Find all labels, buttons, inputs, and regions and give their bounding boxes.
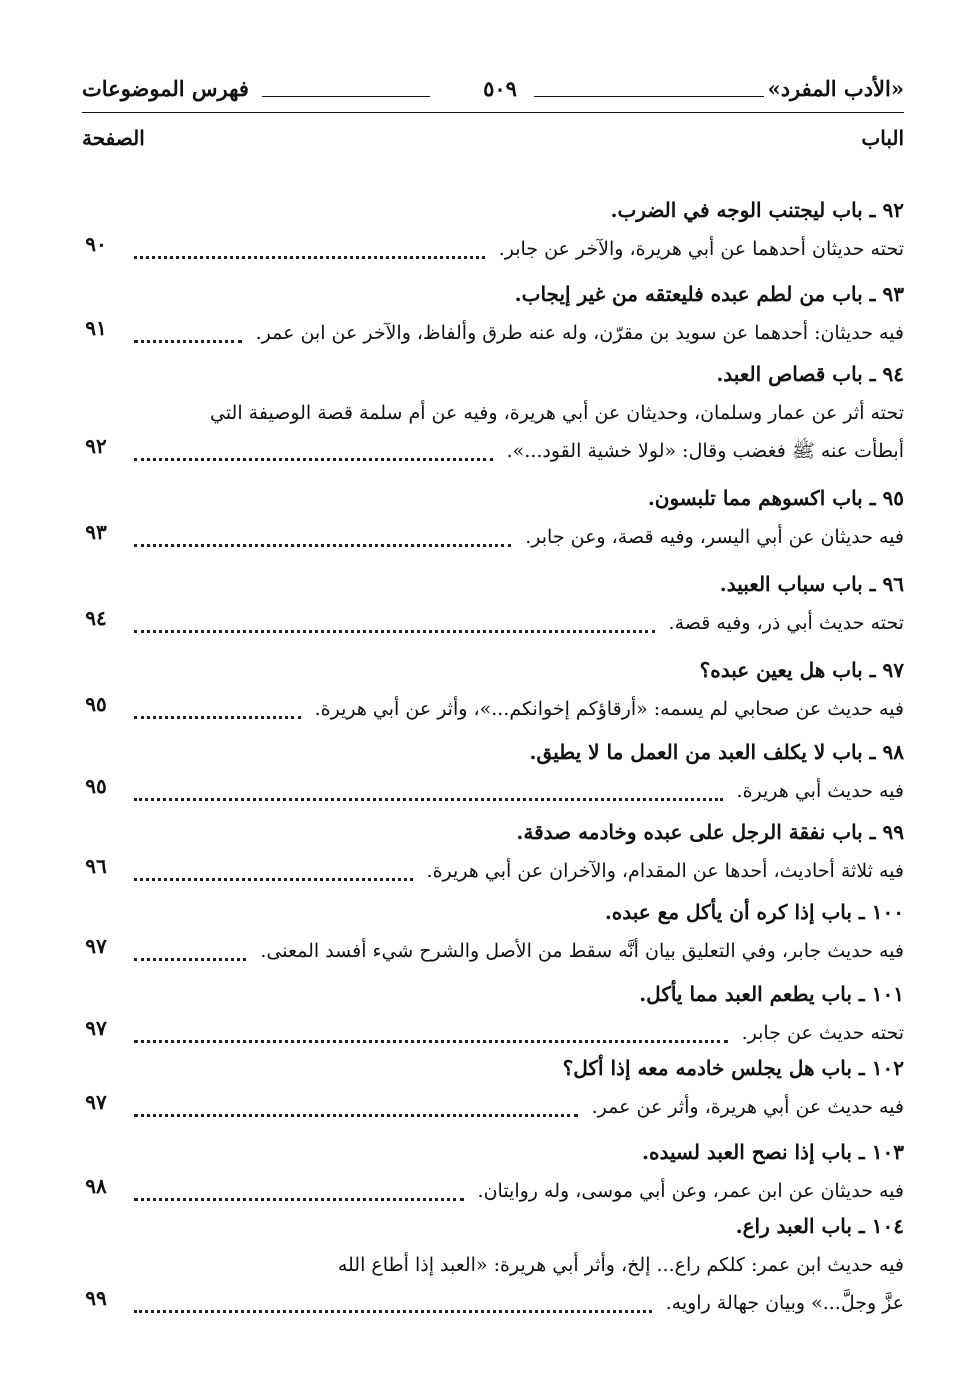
dot-leader	[134, 340, 242, 343]
header-rule	[82, 112, 904, 113]
chapter-title: ١٠٤ ـ باب العبد راع.	[735, 1214, 904, 1238]
description-line: تحته حديث أبي ذر، وفيه قصة.	[668, 612, 904, 634]
dot-leader	[134, 256, 485, 259]
chapter-description	[70, 230, 904, 268]
page-number: ٥٠٩	[483, 76, 517, 101]
description-line: تحته حديث عن جابر.	[741, 1022, 904, 1044]
chapter-title: ١٠٢ ـ باب هل يجلس خادمه معه إذا أكل؟	[562, 1056, 904, 1080]
page-column-heading: الصفحة	[82, 126, 145, 150]
chapter-column-heading: الباب	[861, 126, 904, 150]
description-line: فيه ثلاثة أحاديث، أحدها عن المقدام، والآخران عن أبي هريرة.	[426, 860, 904, 882]
description-line: فيه حديثان: أحدهما عن سويد بن مقرّن، وله عنه طرق وألفاظ، والآخر عن ابن عمر.	[255, 322, 904, 344]
chapter-title: ٩٧ ـ باب هل يعين عبده؟	[699, 658, 904, 682]
page-reference: ٩٤	[85, 606, 107, 630]
chapter-title: ١٠٣ ـ باب إذا نصح العبد لسيده.	[642, 1140, 904, 1164]
description-line: فيه حديث عن أبي هريرة، وأثر عن عمر.	[591, 1096, 904, 1118]
chapter-description	[70, 314, 904, 352]
book-title: «الأدب المفرد»	[767, 76, 904, 101]
dot-leader	[134, 458, 493, 461]
chapter-description	[70, 1014, 904, 1052]
dot-leader	[134, 958, 246, 961]
page-reference: ٩٣	[85, 520, 107, 544]
chapter-title: ٩٨ ـ باب لا يكلف العبد من العمل ما لا يطيق.	[529, 740, 904, 764]
chapter-description	[70, 604, 904, 642]
description-line: تحته حديثان أحدهما عن أبي هريرة، والآخر عن جابر.	[498, 238, 904, 260]
chapter-title: ٩٩ ـ باب نفقة الرجل على عبده وخادمه صدقة.	[516, 820, 904, 844]
description-line: فيه حديث أبي هريرة.	[736, 780, 904, 802]
page-reference: ٩٢	[85, 434, 107, 458]
page-reference: ٩٧	[85, 1016, 107, 1040]
chapter-title: ١٠١ ـ باب يطعم العبد مما يأكل.	[639, 982, 904, 1006]
description-line: فيه حديث ابن عمر: كلكم راع... إلخ، وأثر أبي هريرة: «العبد إذا أطاع الله	[337, 1254, 904, 1276]
chapter-description	[70, 852, 904, 890]
description-line: تحته أثر عن عمار وسلمان، وحديثان عن أبي هريرة، وفيه عن أم سلمة قصة الوصيفة التي	[209, 402, 904, 424]
dot-leader	[134, 1310, 652, 1313]
chapter-description	[70, 932, 904, 970]
header-divider	[534, 96, 764, 97]
description-line: عزَّ وجلَّ...» وبيان جهالة راويه.	[665, 1292, 904, 1314]
chapter-title: ٩٤ ـ باب قصاص العبد.	[716, 362, 904, 386]
header-divider	[262, 96, 430, 97]
description-line: أبطأت عنه ﷺ فغضب وقال: «لولا خشية القود...».	[506, 440, 904, 462]
description-line: فيه حديث عن صحابي لم يسمه: «أرقاؤكم إخوانكم...»، وأثر عن أبي هريرة.	[314, 698, 904, 720]
page-reference: ٩١	[85, 316, 107, 340]
chapter-title: ٩٣ ـ باب من لطم عبده فليعتقه من غير إيجاب.	[514, 282, 904, 306]
chapter-title: ١٠٠ ـ باب إذا كره أن يأكل مع عبده.	[604, 900, 904, 924]
chapter-description	[70, 1172, 904, 1210]
page-reference: ٩٠	[85, 232, 107, 256]
dot-leader	[134, 544, 511, 547]
dot-leader	[134, 630, 655, 633]
chapter-title: ٩٦ ـ باب سباب العبيد.	[719, 572, 904, 596]
dot-leader	[134, 1198, 464, 1201]
chapter-description	[70, 772, 904, 810]
dot-leader	[134, 1040, 728, 1043]
dot-leader	[134, 1114, 578, 1117]
section-title: فهرس الموضوعات	[82, 76, 249, 101]
page-reference: ٩٧	[85, 934, 107, 958]
page-reference: ٩٩	[85, 1286, 107, 1310]
chapter-description	[70, 690, 904, 728]
page-reference: ٩٨	[85, 1174, 107, 1198]
page-reference: ٩٥	[85, 692, 107, 716]
page-reference: ٩٥	[85, 774, 107, 798]
page-reference: ٩٦	[85, 854, 107, 878]
dot-leader	[134, 878, 413, 881]
description-line: فيه حديثان عن أبي اليسر، وفيه قصة، وعن جابر.	[525, 526, 904, 548]
page-reference: ٩٧	[85, 1090, 107, 1114]
chapter-description	[70, 518, 904, 556]
description-line: فيه حديثان عن ابن عمر، وعن أبي موسى، وله روايتان.	[477, 1180, 904, 1202]
chapter-description	[70, 1088, 904, 1126]
chapter-title: ٩٢ ـ باب ليجتنب الوجه في الضرب.	[610, 198, 904, 222]
dot-leader	[134, 798, 723, 801]
description-line: فيه حديث جابر، وفي التعليق بيان أنَّه سقط من الأصل والشرح شيء أفسد المعنى.	[260, 940, 904, 962]
chapter-title: ٩٥ ـ باب اكسوهم مما تلبسون.	[647, 486, 904, 510]
running-header	[82, 74, 904, 110]
dot-leader	[134, 716, 301, 719]
